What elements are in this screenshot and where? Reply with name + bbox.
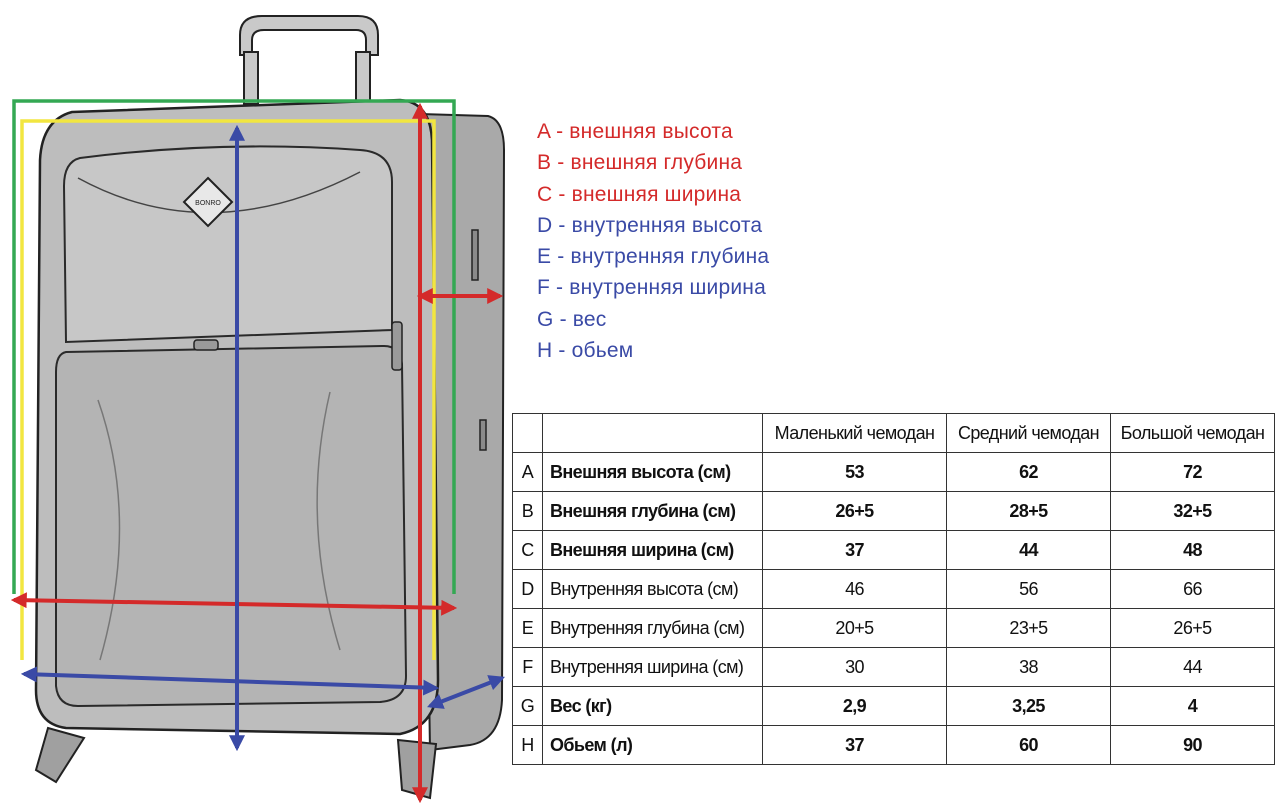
legend-item-a: A - внешняя высота <box>537 120 733 143</box>
header-cell-code <box>513 414 543 453</box>
row-code: A <box>513 453 543 492</box>
legend-item-d: D - внутренняя высота <box>537 213 763 237</box>
cell-large-value: 32+5 <box>1111 492 1275 531</box>
cell-large-value: 44 <box>1111 648 1275 687</box>
cell-large-value: 72 <box>1111 453 1275 492</box>
row-parameter-name: Внешняя ширина (см) <box>543 531 763 570</box>
row-parameter-name: Внутренняя высота (см) <box>543 570 763 609</box>
cell-large-value: 48 <box>1111 531 1275 570</box>
cell-small-value: 26+5 <box>763 492 947 531</box>
cell-medium-value: 23+5 <box>947 609 1111 648</box>
table-row <box>513 648 1275 687</box>
cell-medium-value: 3,25 <box>947 687 1111 726</box>
row-code: C <box>513 531 543 570</box>
row-parameter-name: Внутренняя глубина (см) <box>543 609 763 648</box>
cell-small-value: 20+5 <box>763 609 947 648</box>
row-parameter-name: Внешняя высота (см) <box>543 453 763 492</box>
legend-item-g: G - вес <box>537 307 607 331</box>
row-parameter-name: Внешняя глубина (см) <box>543 492 763 531</box>
suitcase-diagram <box>0 0 520 810</box>
row-parameter-name: Обьем (л) <box>543 726 763 765</box>
cell-small-value: 53 <box>763 453 947 492</box>
table-row <box>513 453 1275 492</box>
table-row <box>513 570 1275 609</box>
suitcase-top-pocket <box>64 146 392 342</box>
svg-text:BONRO: BONRO <box>195 200 221 207</box>
legend-item-e: E - внутренняя глубина <box>537 245 770 269</box>
cell-small-value: 37 <box>763 726 947 765</box>
cell-medium-value: 60 <box>947 726 1111 765</box>
cell-large-value: 4 <box>1111 687 1275 726</box>
table-header-row <box>513 414 1275 453</box>
row-code: D <box>513 570 543 609</box>
table-row <box>513 726 1275 765</box>
cell-small-value: 2,9 <box>763 687 947 726</box>
cell-large-value: 66 <box>1111 570 1275 609</box>
row-parameter-name: Вес (кг) <box>543 687 763 726</box>
suitcase-front-pocket <box>56 346 406 706</box>
cell-medium-value: 38 <box>947 648 1111 687</box>
cell-medium-value: 44 <box>947 531 1111 570</box>
header-small-suitcase: Маленький чемодан <box>763 414 947 453</box>
legend-item-f: F - внутренняя ширина <box>537 276 766 300</box>
cell-medium-value: 28+5 <box>947 492 1111 531</box>
telescopic-handle <box>240 16 378 104</box>
dimension-table <box>512 413 1275 765</box>
row-code: F <box>513 648 543 687</box>
row-parameter-name: Внутренняя ширина (см) <box>543 648 763 687</box>
cell-small-value: 30 <box>763 648 947 687</box>
table-row <box>513 609 1275 648</box>
row-code: H <box>513 726 543 765</box>
legend-item-c: C - внешняя ширина <box>537 182 742 206</box>
cell-small-value: 37 <box>763 531 947 570</box>
cell-large-value: 26+5 <box>1111 609 1275 648</box>
cell-medium-value: 56 <box>947 570 1111 609</box>
cell-small-value: 46 <box>763 570 947 609</box>
row-code: G <box>513 687 543 726</box>
header-medium-suitcase: Средний чемодан <box>947 414 1111 453</box>
table-row <box>513 687 1275 726</box>
cell-large-value: 90 <box>1111 726 1275 765</box>
legend-item-b: B - внешняя глубина <box>537 151 743 175</box>
table-row <box>513 492 1275 531</box>
dimension-legend <box>537 116 769 366</box>
header-large-suitcase: Большой чемодан <box>1111 414 1275 453</box>
row-code: B <box>513 492 543 531</box>
table-row <box>513 531 1275 570</box>
row-code: E <box>513 609 543 648</box>
legend-item-h: H - обьем <box>537 339 634 363</box>
cell-medium-value: 62 <box>947 453 1111 492</box>
header-cell-parameter <box>543 414 763 453</box>
